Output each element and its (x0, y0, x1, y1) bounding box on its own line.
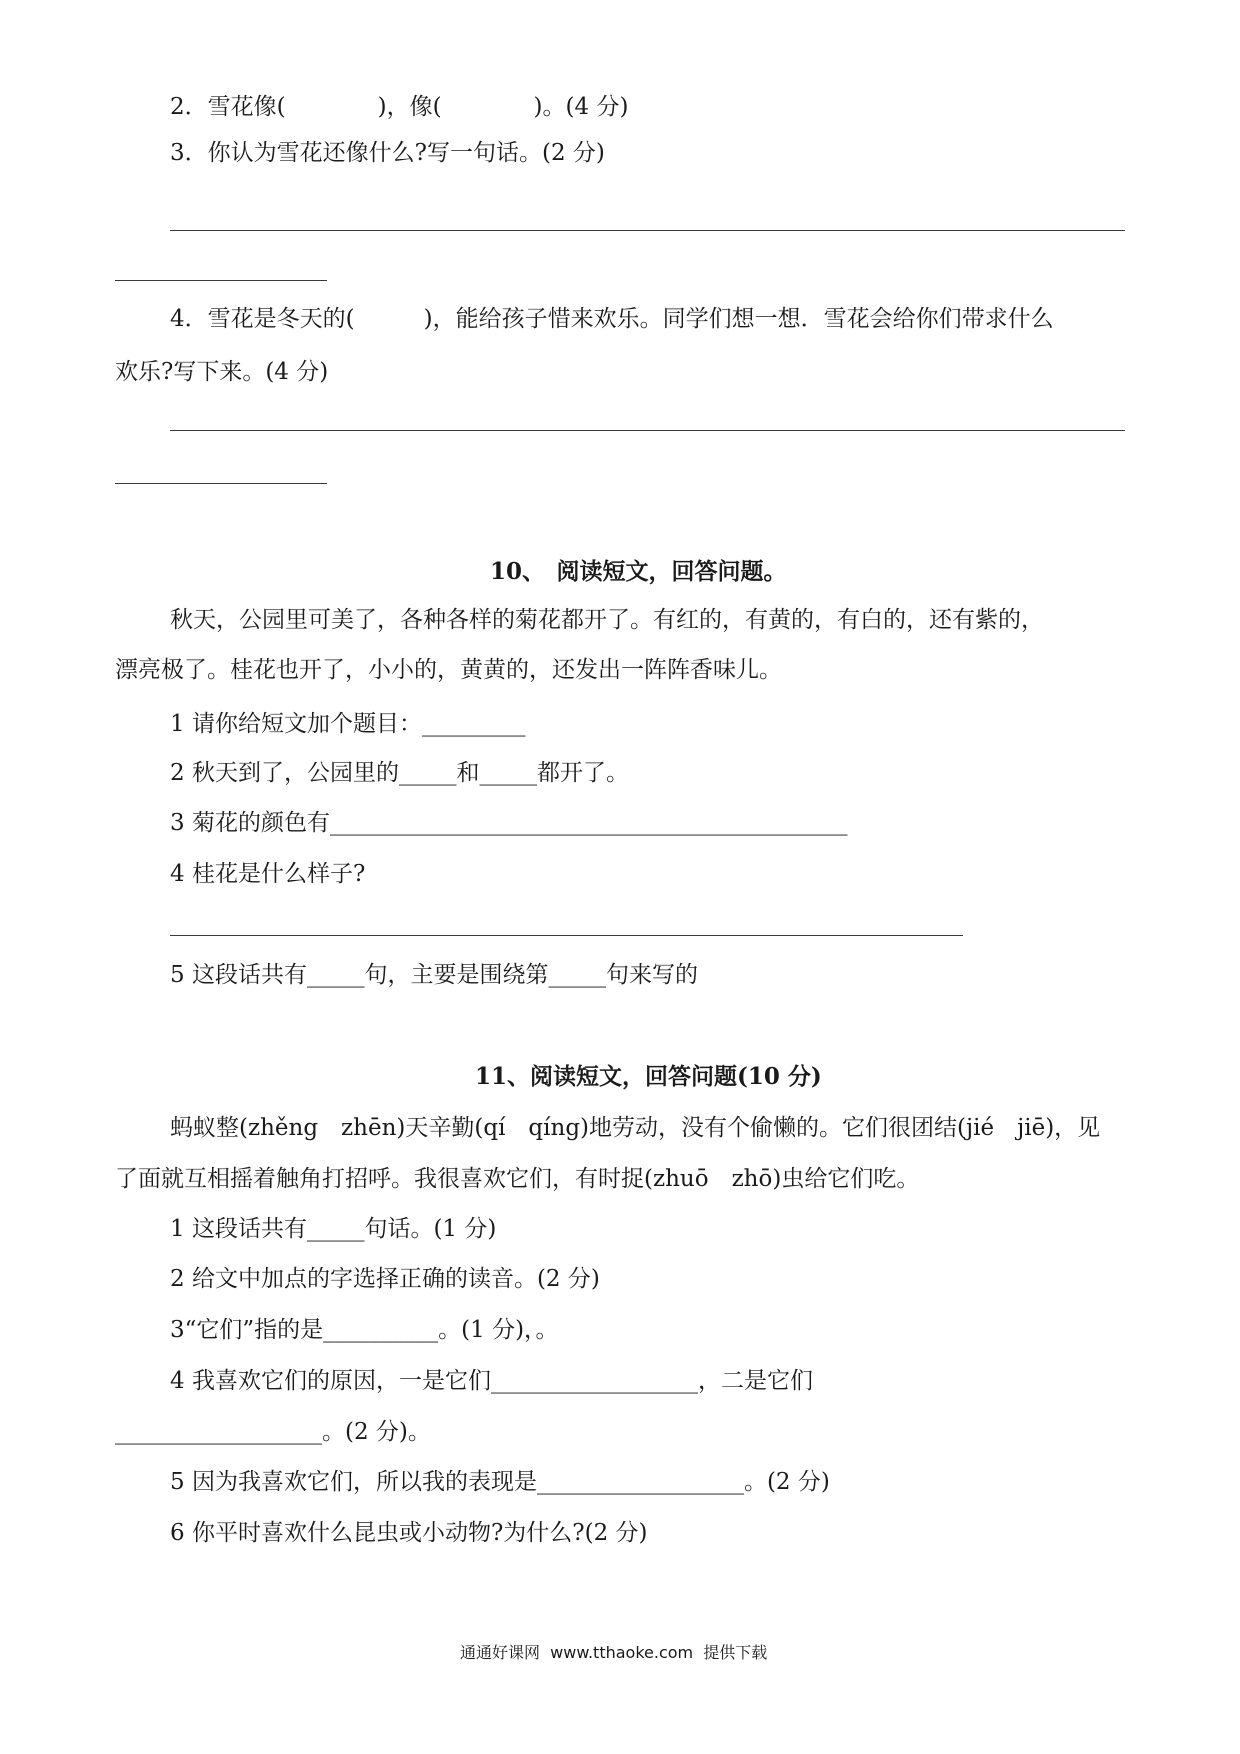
answer-line (115, 483, 327, 484)
section-10-passage-line1: 秋天，公园里可美了，各种各样的菊花都开了。有红的，有黄的，有白的，还有紫的， (170, 607, 1044, 633)
answer-line (170, 230, 1125, 231)
section-11-passage-line1: 蚂蚁整(zhěng zhēn)天辛勤(qí qíng)地劳动，没有个偷懒的。它们很团结(jié jiē)，见 (170, 1115, 1101, 1141)
section-11-heading: 11、阅读短文，回答问题(10 分) (475, 1063, 822, 1090)
answer-line (170, 935, 963, 936)
section-11-question-6: 6 你平时喜欢什么昆虫或小动物?为什么?(2 分) (170, 1520, 648, 1546)
section-10-question-4: 4 桂花是什么样子? (170, 861, 366, 887)
section-11-question-2: 2 给文中加点的字选择正确的读音。(2 分) (170, 1266, 600, 1292)
section-10-question-5: 5 这段话共有_____句，主要是围绕第_____句来写的 (170, 962, 698, 988)
section-11-question-4-line2: __________________。(2 分)。 (115, 1419, 431, 1445)
section-10-heading: 10、 阅读短文，回答问题。 (490, 558, 787, 585)
section-10-question-2: 2 秋天到了，公园里的_____和_____都开了。 (170, 760, 629, 786)
question-4-snowflake-line1: 4．雪花是冬天的( )，能给孩子惜来欢乐。同学们想一想．雪花会给你们带求什么 (170, 306, 1054, 332)
section-11-question-1: 1 这段话共有_____句话。(1 分) (170, 1216, 497, 1242)
answer-line (170, 430, 1125, 431)
question-4-snowflake-line2: 欢乐?写下来。(4 分) (115, 359, 329, 385)
answer-line (115, 280, 327, 281)
section-11-passage-line2: 了面就互相摇着触角打招呼。我很喜欢它们，有时捉(zhuō zhō)虫给它们吃。 (115, 1166, 920, 1192)
question-2-snowflake: 2．雪花像( )，像( )。(4 分) (170, 94, 629, 120)
section-10-question-1: 1 请你给短文加个题目：_________ (170, 711, 526, 737)
question-3-snowflake: 3．你认为雪花还像什么?写一句话。(2 分) (170, 140, 605, 166)
page-footer: 通通好课网 www.tthaoke.com 提供下载 (460, 1643, 768, 1662)
section-10-passage-line2: 漂亮极了。桂花也开了，小小的，黄黄的，还发出一阵阵香味儿。 (115, 657, 782, 683)
section-10-question-3: 3 菊花的颜色有_____________________________________________ (170, 810, 848, 836)
section-11-question-5: 5 因为我喜欢它们，所以我的表现是__________________。(2 分) (170, 1469, 830, 1495)
section-11-question-4-line1: 4 我喜欢它们的原因，一是它们__________________，二是它们 (170, 1368, 813, 1394)
section-11-question-3: 3“它们”指的是__________。(1 分)，。 (170, 1317, 559, 1343)
